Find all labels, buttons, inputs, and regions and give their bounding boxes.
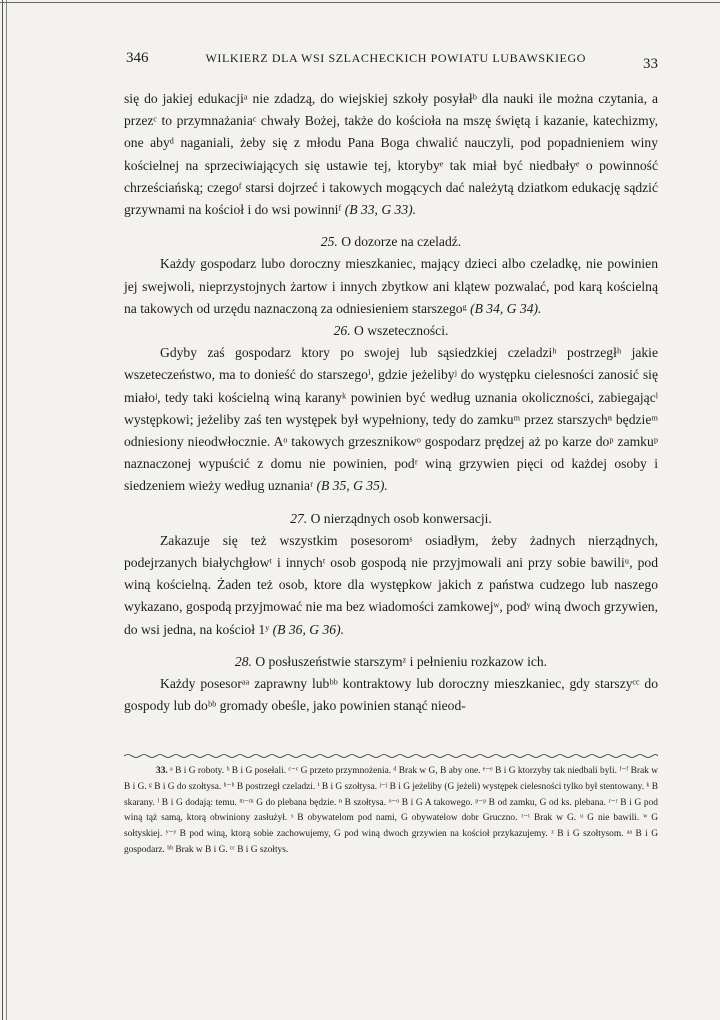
running-header	[126, 50, 658, 74]
article-title: O dozorze na czeladź.	[341, 234, 462, 250]
footnote-divider	[124, 752, 658, 760]
footnotes	[124, 764, 658, 859]
paragraph-text: Zakazuje się też wszystkim posesoromˢ osiadłym, żeby żadnych nierządnych, podejrzanych białychgłowᵗ i innychᵗ osob gospodą nie przyjmowali ani przy sobie bawiliᵘ, pod winą kościelną. Żaden też osob, ktore dla występkow jakich z państwa cudzego lub naszego wykazano, gospodą przyjmować nie ma bez wiadomości zamkowejʷ, podʸ winą dwoch grzywien, do wsi jedna, na kościoł 1ʸ	[124, 532, 658, 637]
footnote-section-number: 33.	[156, 766, 168, 776]
page-number: 346	[126, 50, 149, 66]
section-number: 33	[643, 56, 658, 72]
article-number: 26.	[333, 323, 351, 339]
running-title: WILKIERZ DLA WSI SZLACHECKICH POWIATU LUBAWSKIEGO	[205, 51, 587, 65]
paragraph-text: się do jakiej edukacjiᵃ nie zdadzą, do wiejskiej szkoły posyłałᵇ dla nauki ile można czytania, a przezᶜ to przymnażaniaᶜ chwały Bożej, także do kościoła na mszę świętą i kazanie, katechizmy, one abyᵈ naganiali, żeby się z młodu Pana Boga chwalić nauczyli, pod popadnieniem winy kościelnej na sprzeciwiających się ustawie tej, ktorybyᵉ tak miał być niedbałyᵉ o powinność chrześciańską; czegoᶠ starsi dojrzeć i takowych mogących dać należytą dziatkom edukację sądzić grzywnami na kościoł i do wsi powinniᶠ	[124, 91, 658, 218]
paragraph-text: Każdy posesorᵃᵃ zaprawny lubᵇᵇ kontraktowy lub doroczny mieszkaniec, gdy starszyᶜᶜ do gospody lub doᵇᵇ gromady obeśle, jako powinien stanąć nieod-	[124, 676, 658, 714]
source-reference: (B 35, G 35).	[316, 478, 388, 494]
page-edge-left	[2, 0, 7, 1020]
article-title: O wszeteczności.	[354, 323, 449, 339]
paragraph-text: Gdyby zaś gospodarz ktory po swojej lub sąsiedzkiej czeladziʰ postrzegłʰ jakie wszeteczeństwo, ma to donieść do starszegoⁱ, gdzie jeżelibyʲ do występku cielesności zanosić się miałoʲ, tedy taki kościelną winą karanyᵏ powinien być według uznania okoliczności, zabiegającˡ występkowi; jeżeliby zaś ten występek był wypełniony, tedy do zamkuᵐ przez starszychⁿ będzieᵐ odniesiony nieodwłocznie. Aᵒ takowych grzesznikowᵒ gospodarz prędzej aż po karze doᵖ zamkuᵖ naznaczonej wypuścić z domu nie powinien, podʳ winą grzywien pięci od każdej osoby i siedzeniem wieży według uznaniaʳ	[124, 345, 658, 494]
paragraph-26	[124, 342, 658, 497]
paragraph-text: Każdy gospodarz lubo doroczny mieszkaniec, mający dzieci albo czeladkę, nie powinien jej swejwoli, nieprzystojnych żartow i innych zbytkow ani klątew pozwalać, pod karą kościelną na takowych od urzędu naznaczoną za odniesieniem starszegoᵍ	[124, 256, 658, 316]
article-title: O posłuszeństwie starszymᶻ i pełnieniu rozkazow ich.	[255, 653, 548, 669]
article-title: O nierządnych osob konwersacji.	[310, 510, 492, 526]
paragraph-25	[124, 253, 658, 320]
paragraph-24-continued	[124, 88, 658, 221]
heading-28	[124, 651, 658, 673]
source-reference: (B 36, G 36).	[272, 621, 345, 637]
heading-27	[124, 508, 658, 530]
article-number: 25.	[320, 234, 338, 250]
page-edge-top	[0, 2, 720, 3]
source-reference: (B 33, G 33).	[344, 202, 417, 218]
paragraph-28	[124, 673, 658, 717]
article-number: 28.	[234, 653, 252, 669]
heading-26	[124, 320, 658, 342]
source-reference: (B 34, G 34).	[470, 300, 542, 316]
heading-25	[124, 231, 658, 253]
paragraph-27	[124, 530, 658, 641]
footnote-text: ᵃ B i G roboty. ᵇ B i G posełali. ᶜ⁻ᶜ G przeto przymnożenia. ᵈ Brak w G, B aby one. ᵉ⁻ᵉ B i G ktorzyby tak niedbali byli. ᶠ⁻ᶠ Brak w B i G. ᵍ B i G do szołtysa. ʰ⁻ʰ B postrzegł czeladzi. ⁱ B i G szołtysa. ʲ⁻ʲ B i G jeżeliby (G jeżeli) występek cielesności tylko był stentowany. ᵏ B skarany. ˡ B i G dodają: temu. ᵐ⁻ᵐ G do plebana będzie. ⁿ B szołtysa. ᵒ⁻ᵒ B i G A takowego. ᵖ⁻ᵖ B od zamku, G od ks. plebana. ʳ⁻ʳ B i G pod winą tąż samą, ktorą obwiniony zasłużył. ˢ B obywatelom pod nami, G obywatelow dobr Gruczno. ᵗ⁻ᵗ Brak w G. ᵘ G nie bawili. ʷ G sołtyskiej. ʸ⁻ʸ B pod winą, ktorą sobie zachowujemy, G pod winą dwoch grzywien na kościoł przykazujemy. ᶻ B i G szołtysom. ᵃᵃ B i G gospodarz. ᵇᵇ Brak w B i G. ᶜᶜ B i G szołtys.	[124, 766, 659, 855]
main-text	[124, 88, 658, 717]
article-number: 27.	[290, 510, 308, 526]
